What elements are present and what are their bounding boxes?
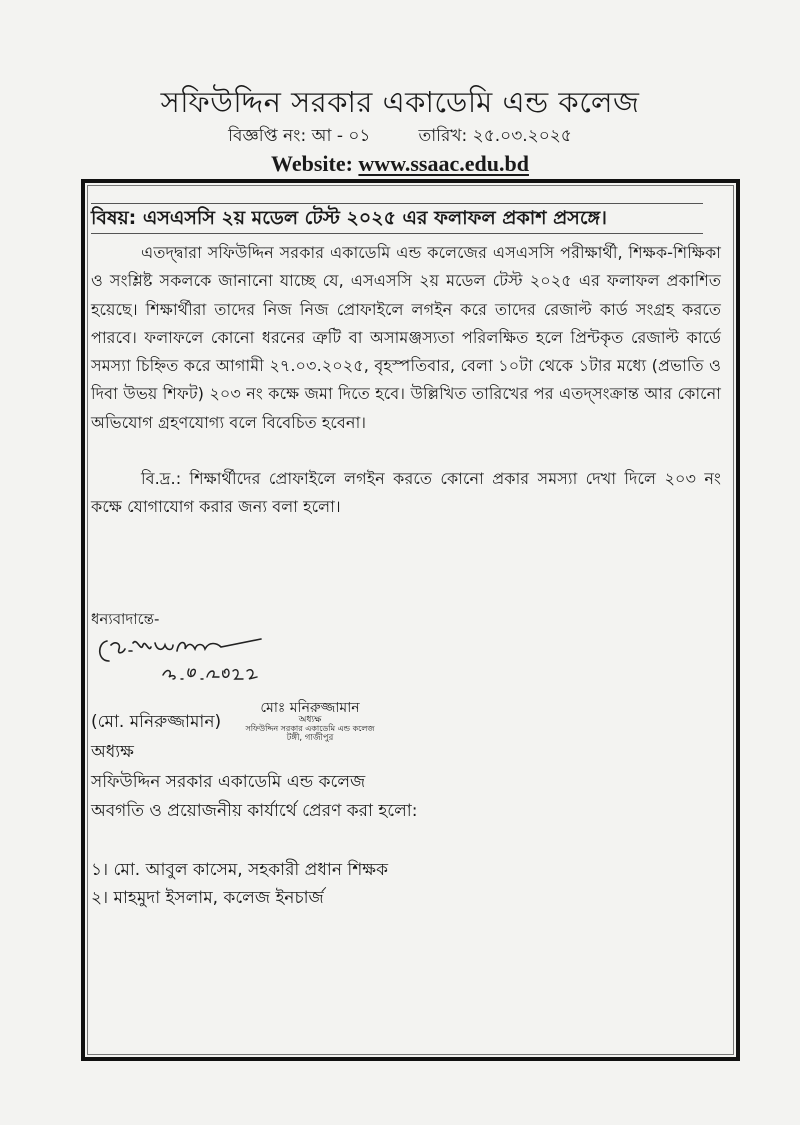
website-link[interactable]: www.ssaac.edu.bd [358, 151, 529, 176]
note-paragraph: বি.দ্র.: শিক্ষার্থীদের প্রোফাইলে লগইন করতে কোনো প্রকার সমস্যা দেখা দিলে ২০৩ নং কক্ষে যোগাযোগ করার জন্য বলা হলো। [91, 469, 721, 517]
signatory-institution: সফিউদ্দিন সরকার একাডেমি এন্ড কলেজ [91, 772, 366, 792]
notice-frame [81, 179, 740, 1061]
institution-title: সফিউদ্দিন সরকার একাডেমি এন্ড কলেজ [160, 85, 640, 119]
distribution-heading: অবগতি ও প্রয়োজনীয় কার্যার্থে প্রেরণ করা হলো: [91, 801, 418, 821]
handwritten-signature [93, 631, 273, 691]
closing-salutation: ধন্যবাদান্তে- [91, 610, 160, 628]
letterhead [0, 82, 800, 178]
body-paragraph: এতদ্দ্বারা সফিউদ্দিন সরকার একাডেমি এন্ড কলেজের এসএসসি পরীক্ষার্থী, শিক্ষক-শিক্ষিকা ও সংশ্লিষ্ট সকলকে জানানো যাচ্ছে যে, এসএসসি ২য় মডেল টেস্ট ২০২৫ এর ফলাফল প্রকাশিত হয়েছে। শিক্ষার্থীরা তাদের নিজ নিজ প্রোফাইলে লগইন করে তাদের রেজাল্ট কার্ড সংগ্রহ করতে পারবে। ফলাফলে কোনো ধরনের ত্রুটি বা অসামঞ্জস্যতা পরিলক্ষিত হলে প্রিন্টকৃত রেজাল্ট কার্ডে সমস্যা চিহ্নিত করে আগামী ২৭.০৩.২০২৫, বৃহস্পতিবার, বেলা ১০টা থেকে ১টার মধ্যে (প্রভাতি ও দিবা উভয় শিফট) ২০৩ নং কক্ষে জমা দিতে হবে। উল্লিখিত তারিখের পর এতদ্সংক্রান্ত আর কোনো অভিযোগ গ্রহণযোগ্য বলে বিবেচিত হবেনা। [91, 243, 721, 432]
distribution-list [91, 856, 388, 912]
stamp-institution: সফিউদ্দিন সরকার একাডেমি এন্ড কলেজ [245, 724, 375, 734]
stamp-location: টঙ্গী, গাজীপুর [286, 732, 334, 743]
subject-label: বিষয়: [91, 207, 137, 229]
official-seal-stamp [235, 701, 385, 742]
distribution-item: ১। মো. আবুল কাসেম, সহকারী প্রধান শিক্ষক [91, 860, 388, 880]
notice-meta [0, 124, 800, 148]
stamp-title: অধ্যক্ষ [298, 714, 322, 725]
notice-body [91, 239, 721, 522]
subject-text: এসএসসি ২য় মডেল টেস্ট ২০২৫ এর ফলাফল প্রকাশ প্রসঙ্গে। [142, 207, 607, 229]
signatory-name: (মো. মনিরুজ্জামান) [91, 712, 222, 732]
distribution-item: ২। মাহমুদা ইসলাম, কলেজ ইনচার্জ [91, 888, 324, 908]
notice-number: বিজ্ঞপ্তি নং: আ - ০১ [228, 126, 371, 146]
website-line [0, 150, 800, 178]
stamp-name: মোঃ মনিরুজ্জামান [260, 700, 360, 716]
notice-date: তারিখ: ২৫.০৩.২০২৫ [418, 126, 572, 146]
signature-image [93, 631, 273, 691]
notice-subject [91, 203, 703, 234]
website-label: Website: [271, 151, 353, 176]
signatory-designation: অধ্যক্ষ [91, 742, 134, 762]
